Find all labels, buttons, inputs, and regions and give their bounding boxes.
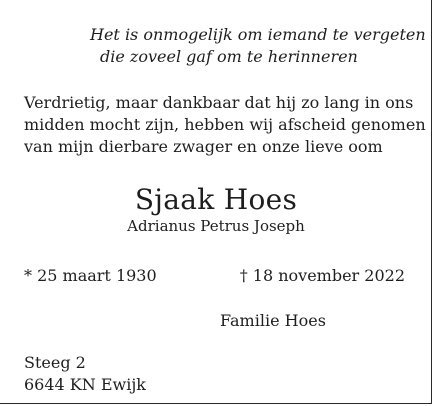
correspondence-address [24, 352, 146, 396]
family-signature: Familie Hoes [220, 311, 326, 330]
announcement-line-1: Verdrietig, maar dankbaar dat hij zo lang in ons [24, 93, 414, 112]
death-date: † 18 november 2022 [239, 266, 405, 285]
announcement-text [24, 92, 426, 158]
birth-date: * 25 maart 1930 [24, 266, 157, 285]
announcement-line-3: van mijn dierbare zwager en onze lieve oom [24, 137, 383, 156]
announcement-line-2: midden mocht zijn, hebben wij afscheid genomen [24, 115, 426, 134]
address-street: Steeg 2 [24, 353, 86, 372]
deceased-full-name: Adrianus Petrus Joseph [127, 217, 305, 235]
address-city: 6644 KN Ewijk [24, 375, 146, 394]
quote-line-2: die zoveel gaf om te herinneren [100, 47, 358, 66]
quote-line-1: Het is onmogelijk om iemand te vergeten [90, 25, 426, 44]
deceased-name: Sjaak Hoes [134, 183, 298, 216]
